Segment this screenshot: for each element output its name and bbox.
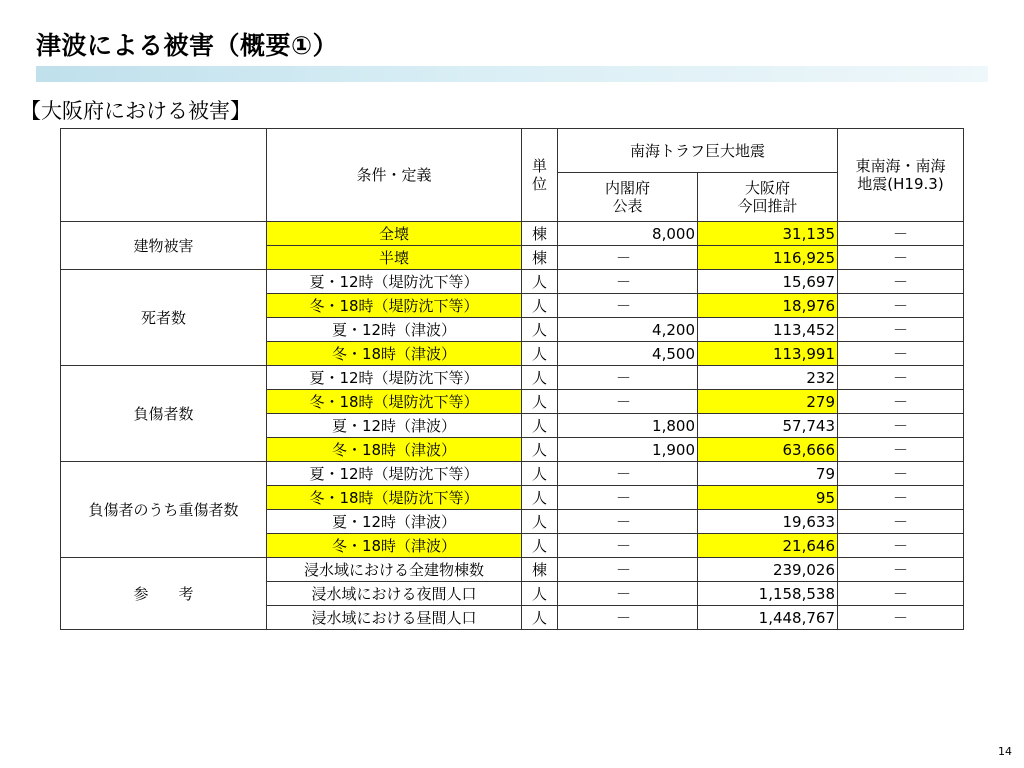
osaka-value-cell: 19,633 bbox=[698, 510, 838, 534]
condition-cell: 夏・12時（堤防沈下等） bbox=[267, 462, 522, 486]
osaka-value-cell: 21,646 bbox=[698, 534, 838, 558]
unit-cell: 人 bbox=[522, 270, 558, 294]
table-row bbox=[61, 558, 964, 582]
unit-cell: 人 bbox=[522, 582, 558, 606]
condition-cell: 夏・12時（堤防沈下等） bbox=[267, 366, 522, 390]
condition-cell: 半壊 bbox=[267, 246, 522, 270]
unit-cell: 人 bbox=[522, 342, 558, 366]
header-corner-cell bbox=[61, 129, 267, 222]
osaka-value-cell: 95 bbox=[698, 486, 838, 510]
condition-cell: 夏・12時（堤防沈下等） bbox=[267, 270, 522, 294]
osaka-value-cell: 31,135 bbox=[698, 222, 838, 246]
condition-cell: 冬・18時（堤防沈下等） bbox=[267, 486, 522, 510]
header-conditions: 条件・定義 bbox=[267, 129, 522, 222]
tonankai-value-cell: － bbox=[838, 438, 964, 462]
unit-cell: 人 bbox=[522, 486, 558, 510]
unit-cell: 人 bbox=[522, 534, 558, 558]
title-underline-bar bbox=[36, 66, 988, 82]
table-row bbox=[61, 366, 964, 390]
tonankai-value-cell: － bbox=[838, 582, 964, 606]
osaka-value-cell: 116,925 bbox=[698, 246, 838, 270]
cabinet-value-cell: － bbox=[558, 294, 698, 318]
header-tonankai-line2: 地震(H19.3) bbox=[857, 175, 944, 193]
cabinet-value-cell: 4,500 bbox=[558, 342, 698, 366]
header-cabinet bbox=[558, 173, 698, 222]
group-label-cell: 建物被害 bbox=[61, 222, 267, 270]
tonankai-value-cell: － bbox=[838, 390, 964, 414]
damage-table bbox=[60, 128, 964, 630]
cabinet-value-cell: － bbox=[558, 558, 698, 582]
condition-cell: 浸水域における全建物棟数 bbox=[267, 558, 522, 582]
cabinet-value-cell: 4,200 bbox=[558, 318, 698, 342]
tonankai-value-cell: － bbox=[838, 606, 964, 630]
cabinet-value-cell: 1,800 bbox=[558, 414, 698, 438]
cabinet-value-cell: － bbox=[558, 366, 698, 390]
cabinet-value-cell: － bbox=[558, 462, 698, 486]
table-row bbox=[61, 222, 964, 246]
osaka-value-cell: 15,697 bbox=[698, 270, 838, 294]
cabinet-value-cell: － bbox=[558, 390, 698, 414]
osaka-value-cell: 1,158,538 bbox=[698, 582, 838, 606]
page-title: 津波による被害（概要①） bbox=[36, 31, 339, 60]
unit-cell: 人 bbox=[522, 390, 558, 414]
condition-cell: 冬・18時（津波） bbox=[267, 534, 522, 558]
condition-cell: 冬・18時（津波） bbox=[267, 342, 522, 366]
unit-cell: 人 bbox=[522, 366, 558, 390]
damage-table-body bbox=[61, 129, 964, 630]
header-unit bbox=[522, 129, 558, 222]
header-osaka-line1: 大阪府 bbox=[744, 179, 790, 197]
group-label-cell: 負傷者数 bbox=[61, 366, 267, 462]
table-row bbox=[61, 270, 964, 294]
cabinet-value-cell: － bbox=[558, 270, 698, 294]
header-cabinet-line2: 公表 bbox=[612, 197, 643, 215]
tonankai-value-cell: － bbox=[838, 486, 964, 510]
osaka-value-cell: 63,666 bbox=[698, 438, 838, 462]
condition-cell: 浸水域における夜間人口 bbox=[267, 582, 522, 606]
header-osaka bbox=[698, 173, 838, 222]
tonankai-value-cell: － bbox=[838, 222, 964, 246]
osaka-value-cell: 239,026 bbox=[698, 558, 838, 582]
group-label-cell: 負傷者のうち重傷者数 bbox=[61, 462, 267, 558]
unit-cell: 人 bbox=[522, 438, 558, 462]
tonankai-value-cell: － bbox=[838, 558, 964, 582]
cabinet-value-cell: 1,900 bbox=[558, 438, 698, 462]
condition-cell: 冬・18時（堤防沈下等） bbox=[267, 294, 522, 318]
osaka-value-cell: 57,743 bbox=[698, 414, 838, 438]
osaka-value-cell: 113,991 bbox=[698, 342, 838, 366]
unit-cell: 人 bbox=[522, 606, 558, 630]
header-nankai: 南海トラフ巨大地震 bbox=[558, 129, 838, 173]
header-unit-line1: 単 bbox=[531, 157, 547, 175]
tonankai-value-cell: － bbox=[838, 510, 964, 534]
condition-cell: 夏・12時（津波） bbox=[267, 318, 522, 342]
condition-cell: 冬・18時（津波） bbox=[267, 438, 522, 462]
cabinet-value-cell: － bbox=[558, 486, 698, 510]
cabinet-value-cell: － bbox=[558, 510, 698, 534]
unit-cell: 人 bbox=[522, 510, 558, 534]
unit-cell: 人 bbox=[522, 462, 558, 486]
table-row bbox=[61, 462, 964, 486]
page-number: 14 bbox=[998, 745, 1012, 758]
unit-cell: 人 bbox=[522, 318, 558, 342]
condition-cell: 夏・12時（津波） bbox=[267, 510, 522, 534]
unit-cell: 棟 bbox=[522, 222, 558, 246]
unit-cell: 人 bbox=[522, 414, 558, 438]
osaka-value-cell: 18,976 bbox=[698, 294, 838, 318]
header-unit-line2: 位 bbox=[531, 175, 547, 193]
section-subtitle: 【大阪府における被害】 bbox=[20, 99, 251, 123]
group-label-cell: 参 考 bbox=[61, 558, 267, 630]
osaka-value-cell: 279 bbox=[698, 390, 838, 414]
unit-cell: 棟 bbox=[522, 558, 558, 582]
tonankai-value-cell: － bbox=[838, 294, 964, 318]
header-cabinet-line1: 内閣府 bbox=[604, 179, 650, 197]
condition-cell: 冬・18時（堤防沈下等） bbox=[267, 390, 522, 414]
osaka-value-cell: 232 bbox=[698, 366, 838, 390]
unit-cell: 棟 bbox=[522, 246, 558, 270]
condition-cell: 夏・12時（津波） bbox=[267, 414, 522, 438]
tonankai-value-cell: － bbox=[838, 414, 964, 438]
header-osaka-line2: 今回推計 bbox=[737, 197, 798, 215]
tonankai-value-cell: － bbox=[838, 534, 964, 558]
osaka-value-cell: 113,452 bbox=[698, 318, 838, 342]
header-tonankai bbox=[838, 129, 964, 222]
tonankai-value-cell: － bbox=[838, 270, 964, 294]
tonankai-value-cell: － bbox=[838, 246, 964, 270]
group-label-cell: 死者数 bbox=[61, 270, 267, 366]
tonankai-value-cell: － bbox=[838, 366, 964, 390]
osaka-value-cell: 1,448,767 bbox=[698, 606, 838, 630]
tonankai-value-cell: － bbox=[838, 462, 964, 486]
condition-cell: 全壊 bbox=[267, 222, 522, 246]
condition-cell: 浸水域における昼間人口 bbox=[267, 606, 522, 630]
cabinet-value-cell: － bbox=[558, 606, 698, 630]
tonankai-value-cell: － bbox=[838, 318, 964, 342]
cabinet-value-cell: － bbox=[558, 246, 698, 270]
unit-cell: 人 bbox=[522, 294, 558, 318]
cabinet-value-cell: － bbox=[558, 534, 698, 558]
cabinet-value-cell: － bbox=[558, 582, 698, 606]
header-tonankai-line1: 東南海・南海 bbox=[855, 157, 946, 175]
tonankai-value-cell: － bbox=[838, 342, 964, 366]
osaka-value-cell: 79 bbox=[698, 462, 838, 486]
cabinet-value-cell: 8,000 bbox=[558, 222, 698, 246]
